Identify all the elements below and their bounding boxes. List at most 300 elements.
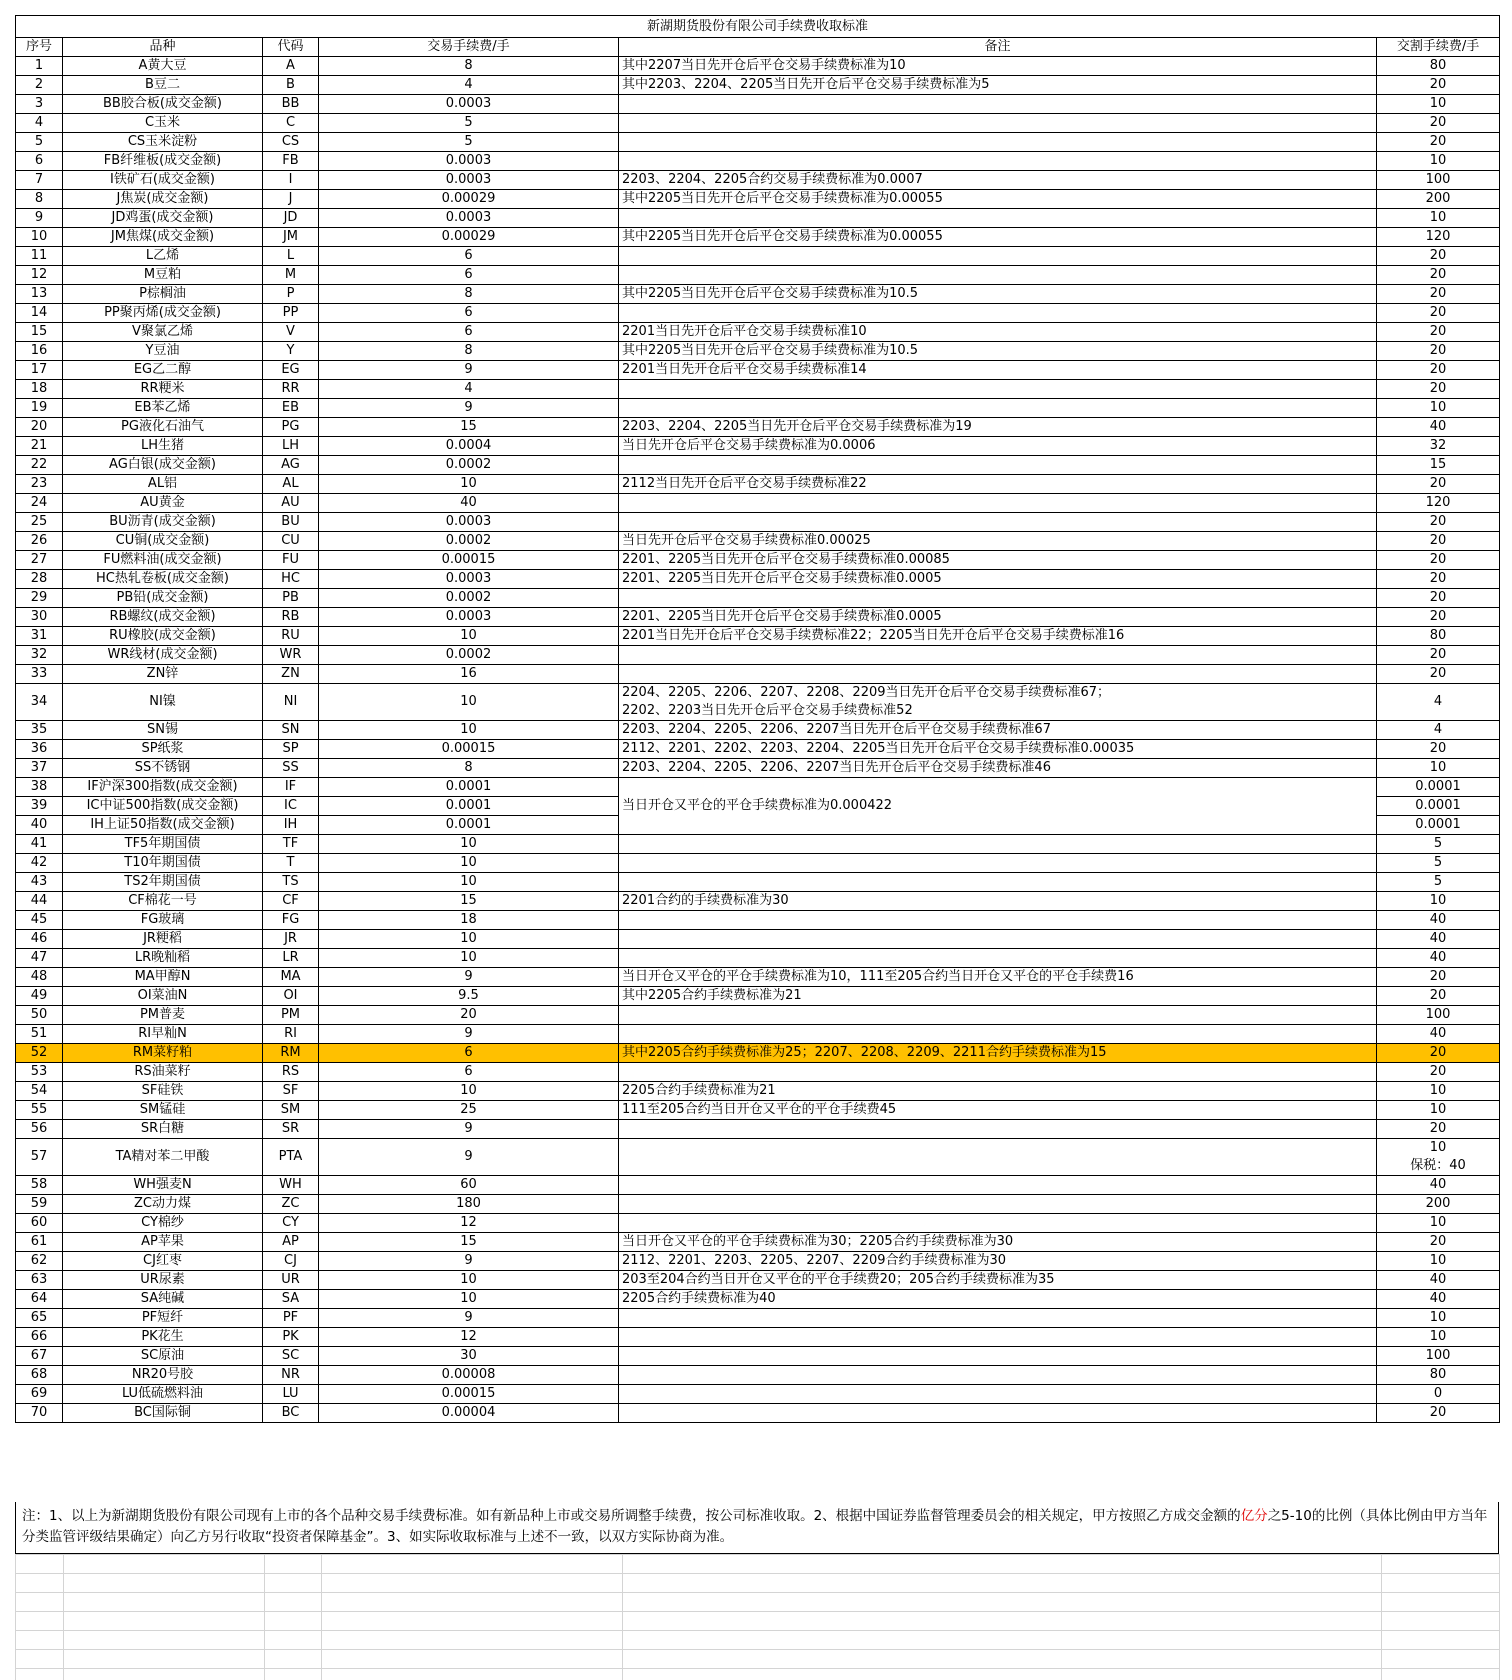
- variety-cell[interactable]: LR晚籼稻: [63, 949, 263, 968]
- delivery-fee-cell[interactable]: 20: [1377, 342, 1500, 361]
- trade-fee-cell[interactable]: 9: [319, 1309, 619, 1328]
- delivery-fee-cell[interactable]: 20: [1377, 475, 1500, 494]
- remark-cell[interactable]: 其中2207当日先开仓后平仓交易手续费标准为10: [619, 57, 1377, 76]
- seq-cell[interactable]: 16: [16, 342, 63, 361]
- delivery-fee-cell[interactable]: 40: [1377, 930, 1500, 949]
- trade-fee-cell[interactable]: 10: [319, 1082, 619, 1101]
- delivery-fee-cell[interactable]: 20: [1377, 361, 1500, 380]
- remark-cell[interactable]: [619, 304, 1377, 323]
- variety-cell[interactable]: SR白糖: [63, 1120, 263, 1139]
- trade-fee-cell[interactable]: 6: [319, 247, 619, 266]
- remark-cell[interactable]: [619, 930, 1377, 949]
- delivery-fee-cell[interactable]: 10 保税：40: [1377, 1139, 1500, 1176]
- remark-cell[interactable]: [619, 854, 1377, 873]
- delivery-fee-cell[interactable]: 15: [1377, 456, 1500, 475]
- remark-cell[interactable]: [619, 114, 1377, 133]
- variety-cell[interactable]: JR粳稻: [63, 930, 263, 949]
- trade-fee-cell[interactable]: 9: [319, 361, 619, 380]
- trade-fee-cell[interactable]: 0.0003: [319, 152, 619, 171]
- remark-cell[interactable]: 2203、2204、2205当日先开仓后平仓交易手续费标准为19: [619, 418, 1377, 437]
- remark-cell[interactable]: [619, 247, 1377, 266]
- remark-cell[interactable]: 2112当日先开仓后平仓交易手续费标准22: [619, 475, 1377, 494]
- delivery-fee-cell[interactable]: 10: [1377, 1328, 1500, 1347]
- variety-cell[interactable]: PB铅(成交金额): [63, 589, 263, 608]
- seq-cell[interactable]: 61: [16, 1233, 63, 1252]
- variety-cell[interactable]: V聚氯乙烯: [63, 323, 263, 342]
- variety-cell[interactable]: PG液化石油气: [63, 418, 263, 437]
- variety-cell[interactable]: EB苯乙烯: [63, 399, 263, 418]
- variety-cell[interactable]: RB螺纹(成交金额): [63, 608, 263, 627]
- code-cell[interactable]: PM: [263, 1006, 319, 1025]
- remark-cell[interactable]: 2201当日先开仓后平仓交易手续费标准10: [619, 323, 1377, 342]
- variety-cell[interactable]: SP纸浆: [63, 740, 263, 759]
- seq-cell[interactable]: 17: [16, 361, 63, 380]
- trade-fee-cell[interactable]: 0.0003: [319, 513, 619, 532]
- variety-cell[interactable]: P棕榈油: [63, 285, 263, 304]
- variety-cell[interactable]: SA纯碱: [63, 1290, 263, 1309]
- trade-fee-cell[interactable]: 8: [319, 759, 619, 778]
- remark-cell[interactable]: [619, 1328, 1377, 1347]
- variety-cell[interactable]: L乙烯: [63, 247, 263, 266]
- seq-cell[interactable]: 37: [16, 759, 63, 778]
- trade-fee-cell[interactable]: 0.00004: [319, 1404, 619, 1423]
- seq-cell[interactable]: 63: [16, 1271, 63, 1290]
- code-cell[interactable]: MA: [263, 968, 319, 987]
- delivery-fee-cell[interactable]: 20: [1377, 266, 1500, 285]
- trade-fee-cell[interactable]: 9: [319, 1252, 619, 1271]
- remark-cell[interactable]: 203至204合约当日开仓又平仓的平仓手续费20；205合约手续费标准为35: [619, 1271, 1377, 1290]
- variety-cell[interactable]: RM菜籽粕: [63, 1044, 263, 1063]
- remark-cell[interactable]: [619, 513, 1377, 532]
- seq-cell[interactable]: 51: [16, 1025, 63, 1044]
- delivery-fee-cell[interactable]: 0.0001: [1377, 816, 1500, 835]
- variety-cell[interactable]: PM普麦: [63, 1006, 263, 1025]
- variety-cell[interactable]: BB胶合板(成交金额): [63, 95, 263, 114]
- variety-cell[interactable]: AP苹果: [63, 1233, 263, 1252]
- seq-cell[interactable]: 46: [16, 930, 63, 949]
- seq-cell[interactable]: 31: [16, 627, 63, 646]
- code-cell[interactable]: CY: [263, 1214, 319, 1233]
- variety-cell[interactable]: CF棉花一号: [63, 892, 263, 911]
- trade-fee-cell[interactable]: 9: [319, 1025, 619, 1044]
- delivery-fee-cell[interactable]: 40: [1377, 1025, 1500, 1044]
- variety-cell[interactable]: CY棉纱: [63, 1214, 263, 1233]
- variety-cell[interactable]: SM锰硅: [63, 1101, 263, 1120]
- delivery-fee-cell[interactable]: 120: [1377, 228, 1500, 247]
- seq-cell[interactable]: 24: [16, 494, 63, 513]
- variety-cell[interactable]: FB纤维板(成交金额): [63, 152, 263, 171]
- seq-cell[interactable]: 52: [16, 1044, 63, 1063]
- delivery-fee-cell[interactable]: 20: [1377, 285, 1500, 304]
- code-cell[interactable]: BU: [263, 513, 319, 532]
- seq-cell[interactable]: 26: [16, 532, 63, 551]
- seq-cell[interactable]: 60: [16, 1214, 63, 1233]
- trade-fee-cell[interactable]: 0.0003: [319, 171, 619, 190]
- remark-cell[interactable]: 2205合约手续费标准为21: [619, 1082, 1377, 1101]
- seq-cell[interactable]: 18: [16, 380, 63, 399]
- trade-fee-cell[interactable]: 0.00015: [319, 1385, 619, 1404]
- remark-cell[interactable]: 2201合约的手续费标准为30: [619, 892, 1377, 911]
- code-cell[interactable]: ZC: [263, 1195, 319, 1214]
- seq-cell[interactable]: 3: [16, 95, 63, 114]
- remark-cell[interactable]: 其中2205合约手续费标准为25；2207、2208、2209、2211合约手续费标准为15: [619, 1044, 1377, 1063]
- delivery-fee-cell[interactable]: 5: [1377, 835, 1500, 854]
- variety-cell[interactable]: BC国际铜: [63, 1404, 263, 1423]
- seq-cell[interactable]: 57: [16, 1139, 63, 1176]
- remark-cell[interactable]: [619, 152, 1377, 171]
- trade-fee-cell[interactable]: 0.0001: [319, 778, 619, 797]
- delivery-fee-cell[interactable]: 5: [1377, 873, 1500, 892]
- variety-cell[interactable]: A黄大豆: [63, 57, 263, 76]
- seq-cell[interactable]: 1: [16, 57, 63, 76]
- seq-cell[interactable]: 43: [16, 873, 63, 892]
- code-cell[interactable]: J: [263, 190, 319, 209]
- code-cell[interactable]: LU: [263, 1385, 319, 1404]
- header-remark[interactable]: 备注: [619, 38, 1377, 57]
- trade-fee-cell[interactable]: 12: [319, 1328, 619, 1347]
- trade-fee-cell[interactable]: 0.0003: [319, 209, 619, 228]
- remark-cell[interactable]: [619, 399, 1377, 418]
- remark-cell[interactable]: 2201、2205当日先开仓后平仓交易手续费标准0.0005: [619, 570, 1377, 589]
- delivery-fee-cell[interactable]: 20: [1377, 1233, 1500, 1252]
- seq-cell[interactable]: 41: [16, 835, 63, 854]
- remark-cell[interactable]: 2201当日先开仓后平仓交易手续费标准14: [619, 361, 1377, 380]
- remark-cell[interactable]: 其中2205当日先开仓后平仓交易手续费标准为0.00055: [619, 228, 1377, 247]
- delivery-fee-cell[interactable]: 20: [1377, 1063, 1500, 1082]
- delivery-fee-cell[interactable]: 20: [1377, 380, 1500, 399]
- code-cell[interactable]: OI: [263, 987, 319, 1006]
- trade-fee-cell[interactable]: 10: [319, 721, 619, 740]
- delivery-fee-cell[interactable]: 10: [1377, 152, 1500, 171]
- trade-fee-cell[interactable]: 4: [319, 380, 619, 399]
- delivery-fee-cell[interactable]: 20: [1377, 323, 1500, 342]
- trade-fee-cell[interactable]: 180: [319, 1195, 619, 1214]
- trade-fee-cell[interactable]: 0.0003: [319, 570, 619, 589]
- remark-cell[interactable]: [619, 1366, 1377, 1385]
- code-cell[interactable]: BB: [263, 95, 319, 114]
- code-cell[interactable]: CF: [263, 892, 319, 911]
- seq-cell[interactable]: 5: [16, 133, 63, 152]
- trade-fee-cell[interactable]: 0.0001: [319, 797, 619, 816]
- trade-fee-cell[interactable]: 6: [319, 1044, 619, 1063]
- remark-cell[interactable]: [619, 1385, 1377, 1404]
- delivery-fee-cell[interactable]: 20: [1377, 987, 1500, 1006]
- code-cell[interactable]: EG: [263, 361, 319, 380]
- trade-fee-cell[interactable]: 9: [319, 1120, 619, 1139]
- seq-cell[interactable]: 68: [16, 1366, 63, 1385]
- variety-cell[interactable]: PF短纤: [63, 1309, 263, 1328]
- seq-cell[interactable]: 19: [16, 399, 63, 418]
- delivery-fee-cell[interactable]: 20: [1377, 247, 1500, 266]
- code-cell[interactable]: SP: [263, 740, 319, 759]
- delivery-fee-cell[interactable]: 80: [1377, 57, 1500, 76]
- trade-fee-cell[interactable]: 0.0003: [319, 608, 619, 627]
- remark-cell[interactable]: [619, 911, 1377, 930]
- code-cell[interactable]: PTA: [263, 1139, 319, 1176]
- code-cell[interactable]: LR: [263, 949, 319, 968]
- delivery-fee-cell[interactable]: 20: [1377, 1404, 1500, 1423]
- variety-cell[interactable]: I铁矿石(成交金额): [63, 171, 263, 190]
- delivery-fee-cell[interactable]: 10: [1377, 1082, 1500, 1101]
- code-cell[interactable]: P: [263, 285, 319, 304]
- remark-cell[interactable]: 当日开仓又平仓的平仓手续费标准为10，111至205合约当日开仓又平仓的平仓手续费16: [619, 968, 1377, 987]
- trade-fee-cell[interactable]: 60: [319, 1176, 619, 1195]
- remark-cell[interactable]: [619, 1063, 1377, 1082]
- code-cell[interactable]: RR: [263, 380, 319, 399]
- remark-cell[interactable]: [619, 380, 1377, 399]
- variety-cell[interactable]: J焦炭(成交金额): [63, 190, 263, 209]
- delivery-fee-cell[interactable]: 100: [1377, 1006, 1500, 1025]
- trade-fee-cell[interactable]: 0.0004: [319, 437, 619, 456]
- code-cell[interactable]: LH: [263, 437, 319, 456]
- page-title[interactable]: 新湖期货股份有限公司手续费收取标准: [16, 16, 1500, 38]
- remark-cell[interactable]: [619, 266, 1377, 285]
- trade-fee-cell[interactable]: 8: [319, 57, 619, 76]
- variety-cell[interactable]: T10年期国债: [63, 854, 263, 873]
- remark-cell[interactable]: 2112、2201、2203、2205、2207、2209合约手续费标准为30: [619, 1252, 1377, 1271]
- remark-cell[interactable]: [619, 1214, 1377, 1233]
- delivery-fee-cell[interactable]: 40: [1377, 418, 1500, 437]
- remark-cell[interactable]: 2203、2204、2205合约交易手续费标准为0.0007: [619, 171, 1377, 190]
- trade-fee-cell[interactable]: 6: [319, 266, 619, 285]
- remark-cell[interactable]: [619, 456, 1377, 475]
- variety-cell[interactable]: HC热轧卷板(成交金额): [63, 570, 263, 589]
- delivery-fee-cell[interactable]: 20: [1377, 589, 1500, 608]
- delivery-fee-cell[interactable]: 10: [1377, 1309, 1500, 1328]
- delivery-fee-cell[interactable]: 40: [1377, 911, 1500, 930]
- trade-fee-cell[interactable]: 0.00008: [319, 1366, 619, 1385]
- seq-cell[interactable]: 14: [16, 304, 63, 323]
- delivery-fee-cell[interactable]: 20: [1377, 133, 1500, 152]
- delivery-fee-cell[interactable]: 20: [1377, 740, 1500, 759]
- code-cell[interactable]: SF: [263, 1082, 319, 1101]
- code-cell[interactable]: FU: [263, 551, 319, 570]
- variety-cell[interactable]: B豆二: [63, 76, 263, 95]
- remark-cell[interactable]: [619, 494, 1377, 513]
- variety-cell[interactable]: M豆粕: [63, 266, 263, 285]
- trade-fee-cell[interactable]: 20: [319, 1006, 619, 1025]
- variety-cell[interactable]: JM焦煤(成交金额): [63, 228, 263, 247]
- remark-cell[interactable]: 2204、2205、2206、2207、2208、2209当日先开仓后平仓交易手续费标准67； 2202、2203当日先开仓后平仓交易手续费标准52: [619, 684, 1377, 721]
- seq-cell[interactable]: 65: [16, 1309, 63, 1328]
- seq-cell[interactable]: 35: [16, 721, 63, 740]
- variety-cell[interactable]: IC中证500指数(成交金额): [63, 797, 263, 816]
- trade-fee-cell[interactable]: 0.00029: [319, 190, 619, 209]
- code-cell[interactable]: L: [263, 247, 319, 266]
- trade-fee-cell[interactable]: 15: [319, 892, 619, 911]
- variety-cell[interactable]: LU低硫燃料油: [63, 1385, 263, 1404]
- remark-cell[interactable]: [619, 1309, 1377, 1328]
- remark-cell[interactable]: 2201、2205当日先开仓后平仓交易手续费标准0.0005: [619, 608, 1377, 627]
- code-cell[interactable]: V: [263, 323, 319, 342]
- variety-cell[interactable]: IF沪深300指数(成交金额): [63, 778, 263, 797]
- variety-cell[interactable]: OI菜油N: [63, 987, 263, 1006]
- delivery-fee-cell[interactable]: 10: [1377, 1101, 1500, 1120]
- trade-fee-cell[interactable]: 0.0002: [319, 646, 619, 665]
- seq-cell[interactable]: 28: [16, 570, 63, 589]
- seq-cell[interactable]: 27: [16, 551, 63, 570]
- trade-fee-cell[interactable]: 9: [319, 968, 619, 987]
- seq-cell[interactable]: 64: [16, 1290, 63, 1309]
- seq-cell[interactable]: 32: [16, 646, 63, 665]
- trade-fee-cell[interactable]: 18: [319, 911, 619, 930]
- code-cell[interactable]: T: [263, 854, 319, 873]
- variety-cell[interactable]: PK花生: [63, 1328, 263, 1347]
- variety-cell[interactable]: MA甲醇N: [63, 968, 263, 987]
- variety-cell[interactable]: RR粳米: [63, 380, 263, 399]
- code-cell[interactable]: BC: [263, 1404, 319, 1423]
- seq-cell[interactable]: 23: [16, 475, 63, 494]
- trade-fee-cell[interactable]: 0.0002: [319, 456, 619, 475]
- delivery-fee-cell[interactable]: 40: [1377, 1271, 1500, 1290]
- code-cell[interactable]: IF: [263, 778, 319, 797]
- seq-cell[interactable]: 11: [16, 247, 63, 266]
- variety-cell[interactable]: BU沥青(成交金额): [63, 513, 263, 532]
- header-delivery-fee[interactable]: 交割手续费/手: [1377, 38, 1500, 57]
- variety-cell[interactable]: ZN锌: [63, 665, 263, 684]
- delivery-fee-cell[interactable]: 80: [1377, 627, 1500, 646]
- variety-cell[interactable]: WR线材(成交金额): [63, 646, 263, 665]
- seq-cell[interactable]: 34: [16, 684, 63, 721]
- seq-cell[interactable]: 70: [16, 1404, 63, 1423]
- code-cell[interactable]: JR: [263, 930, 319, 949]
- trade-fee-cell[interactable]: 0.0002: [319, 532, 619, 551]
- trade-fee-cell[interactable]: 0.0001: [319, 816, 619, 835]
- code-cell[interactable]: RM: [263, 1044, 319, 1063]
- delivery-fee-cell[interactable]: 10: [1377, 399, 1500, 418]
- code-cell[interactable]: SR: [263, 1120, 319, 1139]
- trade-fee-cell[interactable]: 4: [319, 76, 619, 95]
- code-cell[interactable]: SS: [263, 759, 319, 778]
- delivery-fee-cell[interactable]: 20: [1377, 608, 1500, 627]
- seq-cell[interactable]: 13: [16, 285, 63, 304]
- trade-fee-cell[interactable]: 9: [319, 399, 619, 418]
- delivery-fee-cell[interactable]: 5: [1377, 854, 1500, 873]
- remark-cell[interactable]: [619, 589, 1377, 608]
- delivery-fee-cell[interactable]: 4: [1377, 684, 1500, 721]
- variety-cell[interactable]: SF硅铁: [63, 1082, 263, 1101]
- trade-fee-cell[interactable]: 10: [319, 835, 619, 854]
- delivery-fee-cell[interactable]: 20: [1377, 646, 1500, 665]
- trade-fee-cell[interactable]: 0.0002: [319, 589, 619, 608]
- seq-cell[interactable]: 21: [16, 437, 63, 456]
- variety-cell[interactable]: TA精对苯二甲酸: [63, 1139, 263, 1176]
- remark-cell[interactable]: [619, 1404, 1377, 1423]
- seq-cell[interactable]: 29: [16, 589, 63, 608]
- remark-cell[interactable]: 2205合约手续费标准为40: [619, 1290, 1377, 1309]
- seq-cell[interactable]: 10: [16, 228, 63, 247]
- delivery-fee-cell[interactable]: 20: [1377, 665, 1500, 684]
- seq-cell[interactable]: 55: [16, 1101, 63, 1120]
- remark-cell[interactable]: [619, 95, 1377, 114]
- seq-cell[interactable]: 8: [16, 190, 63, 209]
- trade-fee-cell[interactable]: 6: [319, 323, 619, 342]
- code-cell[interactable]: PB: [263, 589, 319, 608]
- delivery-fee-cell[interactable]: 10: [1377, 892, 1500, 911]
- trade-fee-cell[interactable]: 0.00015: [319, 551, 619, 570]
- code-cell[interactable]: CJ: [263, 1252, 319, 1271]
- remark-cell[interactable]: 2201、2205当日先开仓后平仓交易手续费标准0.00085: [619, 551, 1377, 570]
- delivery-fee-cell[interactable]: 20: [1377, 1044, 1500, 1063]
- remark-cell[interactable]: 2203、2204、2205、2206、2207当日先开仓后平仓交易手续费标准67: [619, 721, 1377, 740]
- trade-fee-cell[interactable]: 0.0003: [319, 95, 619, 114]
- trade-fee-cell[interactable]: 8: [319, 342, 619, 361]
- remark-cell[interactable]: [619, 646, 1377, 665]
- delivery-fee-cell[interactable]: 100: [1377, 171, 1500, 190]
- code-cell[interactable]: FB: [263, 152, 319, 171]
- trade-fee-cell[interactable]: 12: [319, 1214, 619, 1233]
- trade-fee-cell[interactable]: 10: [319, 475, 619, 494]
- seq-cell[interactable]: 47: [16, 949, 63, 968]
- trade-fee-cell[interactable]: 10: [319, 1290, 619, 1309]
- footnote[interactable]: [15, 1502, 1499, 1554]
- remark-cell[interactable]: 2112、2201、2202、2203、2204、2205当日先开仓后平仓交易手续费标准0.00035: [619, 740, 1377, 759]
- seq-cell[interactable]: 20: [16, 418, 63, 437]
- remark-cell[interactable]: 2203、2204、2205、2206、2207当日先开仓后平仓交易手续费标准46: [619, 759, 1377, 778]
- variety-cell[interactable]: CJ红枣: [63, 1252, 263, 1271]
- trade-fee-cell[interactable]: 6: [319, 304, 619, 323]
- trade-fee-cell[interactable]: 0.00015: [319, 740, 619, 759]
- delivery-fee-cell[interactable]: 10: [1377, 759, 1500, 778]
- code-cell[interactable]: B: [263, 76, 319, 95]
- variety-cell[interactable]: SC原油: [63, 1347, 263, 1366]
- code-cell[interactable]: Y: [263, 342, 319, 361]
- trade-fee-cell[interactable]: 40: [319, 494, 619, 513]
- trade-fee-cell[interactable]: 6: [319, 1063, 619, 1082]
- trade-fee-cell[interactable]: 0.00029: [319, 228, 619, 247]
- remark-cell[interactable]: 2201当日先开仓后平仓交易手续费标准22；2205当日先开仓后平仓交易手续费标准16: [619, 627, 1377, 646]
- trade-fee-cell[interactable]: 16: [319, 665, 619, 684]
- trade-fee-cell[interactable]: 10: [319, 873, 619, 892]
- remark-cell[interactable]: [619, 209, 1377, 228]
- code-cell[interactable]: TF: [263, 835, 319, 854]
- code-cell[interactable]: ZN: [263, 665, 319, 684]
- variety-cell[interactable]: RS油菜籽: [63, 1063, 263, 1082]
- variety-cell[interactable]: NR20号胶: [63, 1366, 263, 1385]
- delivery-fee-cell[interactable]: 40: [1377, 1290, 1500, 1309]
- variety-cell[interactable]: RU橡胶(成交金额): [63, 627, 263, 646]
- seq-cell[interactable]: 38: [16, 778, 63, 797]
- seq-cell[interactable]: 15: [16, 323, 63, 342]
- remark-cell[interactable]: [619, 1347, 1377, 1366]
- seq-cell[interactable]: 12: [16, 266, 63, 285]
- delivery-fee-cell[interactable]: 200: [1377, 190, 1500, 209]
- trade-fee-cell[interactable]: 15: [319, 1233, 619, 1252]
- variety-cell[interactable]: FU燃料油(成交金额): [63, 551, 263, 570]
- variety-cell[interactable]: C玉米: [63, 114, 263, 133]
- code-cell[interactable]: JD: [263, 209, 319, 228]
- remark-cell[interactable]: 其中2205当日先开仓后平仓交易手续费标准为10.5: [619, 342, 1377, 361]
- seq-cell[interactable]: 6: [16, 152, 63, 171]
- remark-cell[interactable]: 当日开仓又平仓的平仓手续费标准为0.000422: [619, 778, 1377, 835]
- delivery-fee-cell[interactable]: 0.0001: [1377, 797, 1500, 816]
- variety-cell[interactable]: PP聚丙烯(成交金额): [63, 304, 263, 323]
- code-cell[interactable]: RU: [263, 627, 319, 646]
- seq-cell[interactable]: 40: [16, 816, 63, 835]
- remark-cell[interactable]: [619, 1120, 1377, 1139]
- variety-cell[interactable]: SS不锈钢: [63, 759, 263, 778]
- code-cell[interactable]: UR: [263, 1271, 319, 1290]
- code-cell[interactable]: SN: [263, 721, 319, 740]
- remark-cell[interactable]: [619, 1006, 1377, 1025]
- delivery-fee-cell[interactable]: 40: [1377, 949, 1500, 968]
- variety-cell[interactable]: WH强麦N: [63, 1176, 263, 1195]
- code-cell[interactable]: SC: [263, 1347, 319, 1366]
- remark-cell[interactable]: [619, 1139, 1377, 1176]
- seq-cell[interactable]: 54: [16, 1082, 63, 1101]
- seq-cell[interactable]: 4: [16, 114, 63, 133]
- code-cell[interactable]: A: [263, 57, 319, 76]
